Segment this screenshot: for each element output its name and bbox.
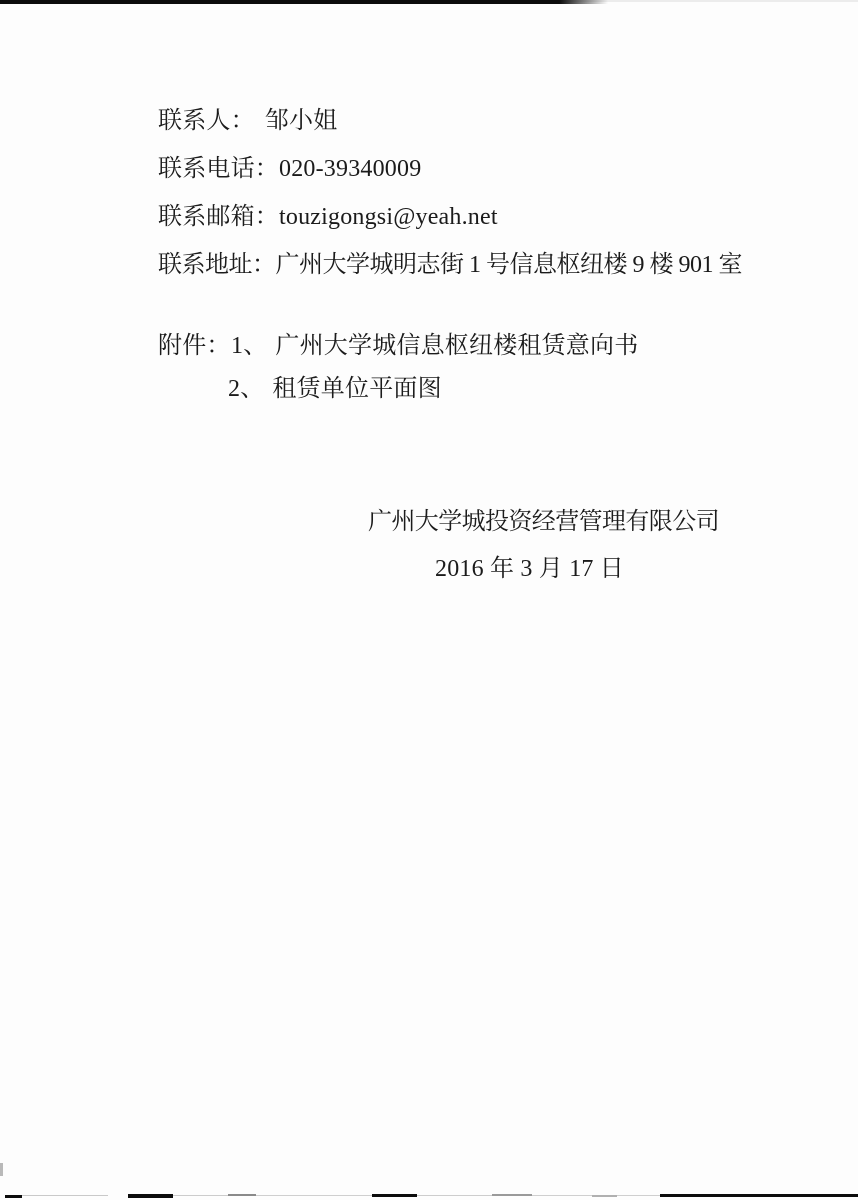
contact-phone-label: 联系电话： (158, 156, 279, 182)
scan-artifact-segment (128, 1194, 173, 1198)
attachment-1-number: 1、 (231, 333, 268, 359)
scan-artifact-segment (532, 1195, 592, 1196)
attachments-heading: 附件： (158, 333, 231, 359)
scan-artifact-segment (617, 1195, 660, 1196)
contact-person-value: 邹小姐 (264, 108, 338, 134)
scan-artifact-left-speck (0, 1163, 3, 1176)
scan-artifact-segment (372, 1194, 417, 1197)
scan-artifact-segment (256, 1195, 372, 1196)
scan-artifact-segment (417, 1195, 492, 1196)
scan-artifact-segment (228, 1194, 256, 1196)
scan-artifact-segment (5, 1195, 22, 1198)
scan-artifact-segment (660, 1194, 858, 1197)
contact-person-label: 联系人： (158, 108, 255, 134)
scan-artifact-segment (592, 1195, 617, 1197)
scan-artifact-segment (22, 1195, 108, 1196)
scan-artifact-top-bar (0, 0, 608, 4)
contact-person-line (158, 106, 337, 136)
contact-address-label: 联系地址： (158, 252, 276, 278)
attachment-2-title: 租赁单位平面图 (272, 376, 442, 402)
scan-artifact-segment (173, 1195, 228, 1196)
attachment-1-title: 广州大学城信息枢纽楼租赁意向书 (275, 333, 639, 359)
contact-address-line (158, 250, 742, 280)
scan-artifact-segment (492, 1194, 532, 1196)
attachment-2-number: 2、 (228, 376, 265, 402)
contact-address-value: 广州大学城明志街 1 号信息枢纽楼 9 楼 901 室 (275, 252, 742, 278)
scan-artifact-top-line (0, 0, 858, 2)
contact-email-line (158, 202, 498, 232)
contact-phone-line (158, 154, 421, 184)
contact-phone-value: 020-39340009 (279, 156, 422, 182)
contact-email-label: 联系邮箱： (158, 204, 279, 230)
attachment-item-1 (231, 331, 638, 361)
signature-date: 2016 年 3 月 17 日 (435, 556, 624, 582)
contact-email-value: touzigongsi@yeah.net (279, 204, 498, 230)
attachment-item-2 (228, 374, 442, 404)
signature-company-name: 广州大学城投资经营管理有限公司 (368, 509, 719, 535)
